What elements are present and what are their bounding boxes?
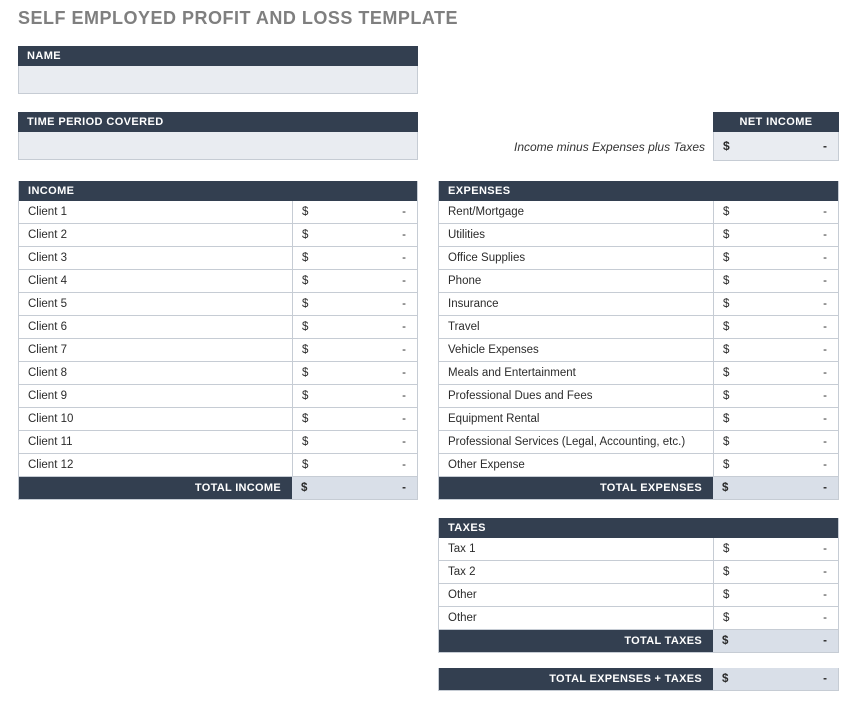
currency-symbol: $ [723,139,730,153]
row-amount-cell[interactable] [292,270,417,292]
total-income-row [19,477,417,499]
row-amount-cell[interactable] [713,385,838,407]
currency-symbol: $ [302,252,309,264]
currency-symbol: $ [723,589,730,601]
currency-symbol: $ [302,298,309,310]
table-row [439,362,838,385]
amount-value: - [402,436,406,448]
net-income-value-cell[interactable] [713,132,839,161]
row-amount-cell[interactable] [292,385,417,407]
row-amount-cell[interactable] [713,270,838,292]
row-amount-cell[interactable] [713,584,838,606]
amount-value: - [823,275,827,287]
table-row [19,339,417,362]
amount-value: - [823,298,827,310]
amount-value: - [823,589,827,601]
table-row [19,316,417,339]
currency-symbol: $ [723,344,730,356]
amount-value: - [823,459,827,471]
amount-value: - [823,206,827,218]
row-amount-cell[interactable] [292,316,417,338]
currency-symbol: $ [723,390,730,402]
amount-value: - [823,543,827,555]
table-row [439,201,838,224]
currency-symbol: $ [302,321,309,333]
table-row [439,454,838,477]
amount-value: - [823,252,827,264]
table-row [439,316,838,339]
row-label-cell[interactable]: Utilities [448,229,486,241]
row-label-cell[interactable]: Tax 1 [448,543,476,555]
currency-symbol: $ [723,543,730,555]
row-label-cell[interactable]: Travel [448,321,480,333]
amount-value: - [823,139,827,153]
row-amount-cell[interactable] [292,454,417,476]
time-period-section [18,112,418,160]
currency-symbol: $ [723,275,730,287]
row-label-cell[interactable]: Rent/Mortgage [448,206,525,218]
row-label-cell[interactable]: Client 1 [28,206,67,218]
currency-symbol: $ [722,635,729,647]
table-row [19,454,417,477]
row-label-cell[interactable]: Client 7 [28,344,67,356]
row-label-cell[interactable]: Client 2 [28,229,67,241]
time-period-header: TIME PERIOD COVERED [18,112,418,132]
row-label-cell[interactable]: Other Expense [448,459,525,471]
row-amount-cell[interactable] [713,316,838,338]
table-row [19,385,417,408]
grand-total-label: TOTAL EXPENSES + TAXES [439,668,713,690]
row-amount-cell[interactable] [713,247,838,269]
row-amount-cell[interactable] [713,538,838,560]
taxes-rows [439,538,838,630]
table-row [19,247,417,270]
currency-symbol: $ [302,413,309,425]
amount-value: - [402,344,406,356]
amount-value: - [823,566,827,578]
row-amount-cell[interactable] [713,201,838,223]
currency-symbol: $ [302,390,309,402]
amount-value: - [402,321,406,333]
currency-symbol: $ [302,344,309,356]
total-expenses-label: TOTAL EXPENSES [599,482,702,494]
row-amount-cell[interactable] [292,408,417,430]
net-income-note: Income minus Expenses plus Taxes [514,140,705,154]
table-row [439,607,838,630]
row-label-cell[interactable]: Client 5 [28,298,67,310]
row-label-cell[interactable]: Phone [448,275,482,287]
row-amount-cell[interactable] [292,293,417,315]
amount-value: - [402,390,406,402]
row-label-cell[interactable]: Meals and Entertainment [448,367,576,379]
total-expenses-amount-cell[interactable] [713,477,838,499]
table-row [439,584,838,607]
table-row [439,385,838,408]
row-amount-cell[interactable] [713,607,838,629]
row-amount-cell[interactable] [713,224,838,246]
amount-value: - [823,436,827,448]
amount-value: - [823,367,827,379]
amount-value: - [823,229,827,241]
amount-value: - [402,413,406,425]
row-amount-cell[interactable] [292,431,417,453]
income-table [18,181,418,500]
table-row [439,431,838,454]
expenses-table-header: EXPENSES [439,181,838,201]
table-row [19,293,417,316]
amount-value: - [823,673,827,685]
currency-symbol: $ [723,252,730,264]
amount-value: - [823,635,827,647]
expenses-rows [439,201,838,477]
page-title: SELF EMPLOYED PROFIT AND LOSS TEMPLATE [18,8,459,28]
row-label-cell[interactable]: Client 11 [28,436,73,448]
currency-symbol: $ [723,413,730,425]
amount-value: - [402,482,406,494]
row-label-cell[interactable]: Office Supplies [448,252,526,264]
row-label-cell[interactable]: Other [448,589,477,601]
currency-symbol: $ [302,436,309,448]
amount-value: - [402,229,406,241]
name-input[interactable] [18,66,418,94]
net-income-header: NET INCOME [713,112,839,132]
row-label-cell[interactable]: Professional Dues and Fees [448,390,593,402]
currency-symbol: $ [723,459,730,471]
currency-symbol: $ [302,367,309,379]
amount-value: - [402,206,406,218]
amount-value: - [823,344,827,356]
currency-symbol: $ [723,367,730,379]
amount-value: - [402,367,406,379]
currency-symbol: $ [722,673,729,685]
table-row [439,224,838,247]
amount-value: - [402,275,406,287]
row-label-cell[interactable]: Client 9 [28,390,67,402]
table-row [19,408,417,431]
taxes-table [438,518,839,653]
row-label-cell[interactable]: Client 10 [28,413,74,425]
currency-symbol: $ [723,566,730,578]
currency-symbol: $ [723,321,730,333]
amount-value: - [402,459,406,471]
amount-value: - [402,252,406,264]
total-expenses-row [439,477,838,499]
currency-symbol: $ [302,229,309,241]
table-row [19,431,417,454]
name-section-header: NAME [18,46,418,66]
currency-symbol: $ [723,436,730,448]
row-amount-cell[interactable] [713,408,838,430]
row-label-cell[interactable]: Equipment Rental [448,413,540,425]
currency-symbol: $ [302,206,309,218]
table-row [19,270,417,293]
total-taxes-amount-cell[interactable] [713,630,838,652]
table-row [439,247,838,270]
table-row [439,270,838,293]
row-amount-cell[interactable] [713,561,838,583]
expenses-table [438,181,839,500]
taxes-table-header: TAXES [439,518,838,538]
currency-symbol: $ [722,482,729,494]
table-row [439,561,838,584]
row-label-cell[interactable]: Client 3 [28,252,67,264]
table-row [439,293,838,316]
amount-value: - [823,390,827,402]
row-amount-cell[interactable] [713,454,838,476]
grand-total-amount-cell[interactable] [713,668,838,690]
row-amount-cell[interactable] [713,362,838,384]
total-taxes-row [439,630,838,652]
row-amount-cell[interactable] [292,339,417,361]
row-label-cell[interactable]: Professional Services (Legal, Accounting, etc.) [448,436,686,448]
currency-symbol: $ [302,275,309,287]
table-row [439,339,838,362]
total-income-label: TOTAL INCOME [194,482,281,494]
time-period-input[interactable] [18,132,418,160]
currency-symbol: $ [302,459,309,471]
income-rows [19,201,417,477]
row-label-cell[interactable]: Client 6 [28,321,67,333]
income-table-header: INCOME [19,181,417,201]
row-amount-cell[interactable] [292,224,417,246]
currency-symbol: $ [723,612,730,624]
row-amount-cell[interactable] [713,293,838,315]
row-label-cell[interactable]: Insurance [448,298,499,310]
row-label-cell[interactable]: Tax 2 [448,566,476,578]
row-label-cell[interactable]: Client 4 [28,275,67,287]
amount-value: - [823,413,827,425]
table-row [439,538,838,561]
currency-symbol: $ [723,229,730,241]
grand-total-row [438,668,839,691]
net-income-section [713,112,839,161]
row-amount-cell[interactable] [292,247,417,269]
amount-value: - [823,612,827,624]
amount-value: - [402,298,406,310]
currency-symbol: $ [723,206,730,218]
table-row [19,362,417,385]
name-section [18,46,418,94]
table-row [439,408,838,431]
row-label-cell[interactable]: Vehicle Expenses [448,344,539,356]
total-taxes-label: TOTAL TAXES [624,635,702,647]
amount-value: - [823,482,827,494]
table-row [19,201,417,224]
row-label-cell[interactable]: Client 12 [28,459,74,471]
row-label-cell[interactable]: Client 8 [28,367,67,379]
currency-symbol: $ [723,298,730,310]
row-amount-cell[interactable] [713,339,838,361]
row-amount-cell[interactable] [292,362,417,384]
total-income-amount-cell[interactable] [292,477,417,499]
row-amount-cell[interactable] [713,431,838,453]
row-amount-cell[interactable] [292,201,417,223]
row-label-cell[interactable]: Other [448,612,477,624]
currency-symbol: $ [301,482,308,494]
table-row [19,224,417,247]
amount-value: - [823,321,827,333]
